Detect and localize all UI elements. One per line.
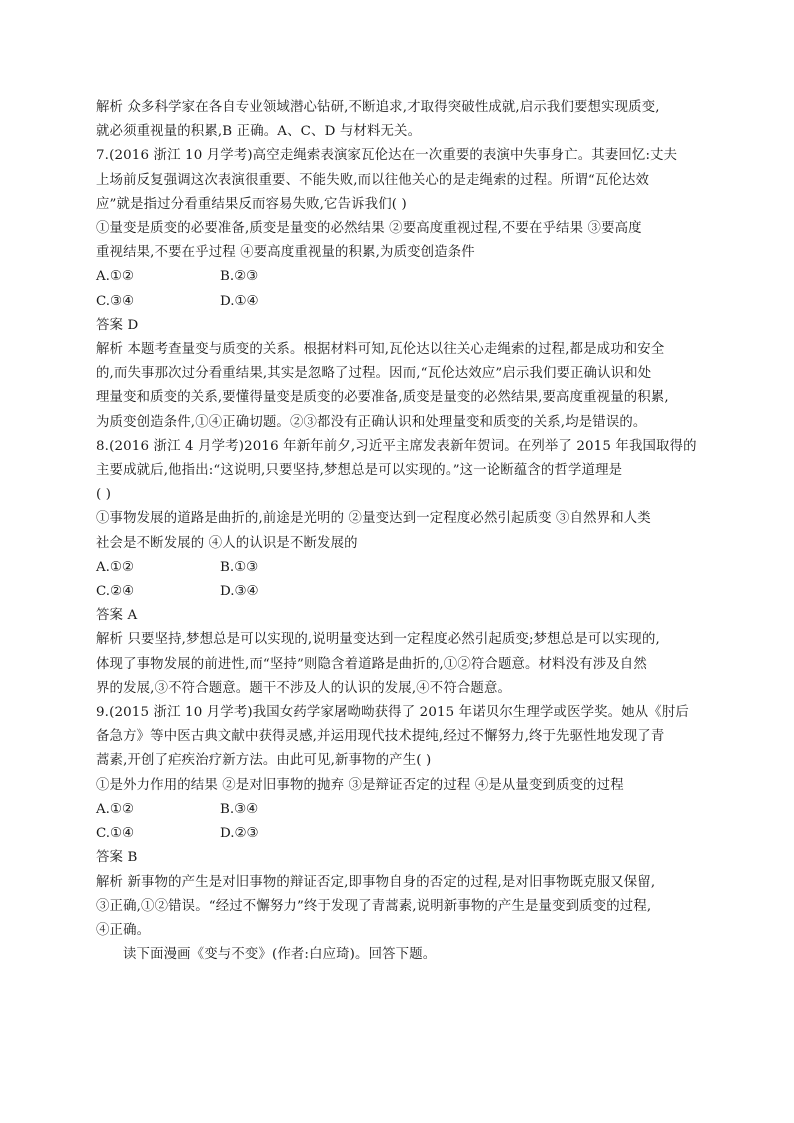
question-stem-line: 上场前反复强调这次表演很重要、不能失败,而以往他关心的是走绳索的过程。所谓“瓦伦达效 [96,172,650,188]
option-a: A.①② [96,269,134,285]
analysis-line: ③正确,①②错误。“经过不懈努力”终于发现了青蒿素,说明新事物的产生是量变到质变的过程, [96,898,652,914]
option-d: D.②③ [220,826,259,842]
question-stem-line: 7.(2016 浙江 10 月学考)高空走绳索表演家瓦伦达在一次重要的表演中失事身亡。其妻回忆:丈夫 [96,148,678,164]
question-stem-line: 备急方》等中医古典文献中获得灵感,并运用现代技术提纯,经过不懈努力,终于先驱性地发现了青 [96,729,665,745]
options-row [96,290,700,314]
answer-line: 答案 D [96,317,139,333]
option-d: D.①④ [220,293,259,309]
options-row [96,822,700,846]
answer-line: 答案 B [96,850,138,866]
analysis-line: 解析 只要坚持,梦想总是可以实现的,说明量变达到一定程度必然引起质变;梦想总是可以实现的, [96,632,660,648]
option-a: A.①② [96,559,134,575]
answer-line: 答案 A [96,608,138,624]
option-c: C.③④ [96,293,135,309]
options-row [96,580,700,604]
option-a: A.①② [96,801,134,817]
document-page [96,96,700,967]
analysis-line: 就必须重视量的积累,B 正确。A、C、D 与材料无关。 [96,124,422,140]
analysis-line: 解析 新事物的产生是对旧事物的辩证否定,即事物自身的否定的过程,是对旧事物既克服又保留, [96,874,656,890]
question-stem-line: 主要成就后,他指出:“这说明,只要坚持,梦想总是可以实现的。”这一论断蕴含的哲学道理是 [96,463,623,479]
statement-line: ①是外力作用的结果 ②是对旧事物的抛弃 ③是辩证否定的过程 ④是从量变到质变的过程 [96,777,624,793]
analysis-line: 为质变创造条件,①④正确切题。②③都没有正确认识和处理量变和质变的关系,均是错误的。 [96,414,647,430]
option-b: B.①③ [220,559,259,575]
question-stem-line: 蒿素,开创了疟疾治疗新方法。由此可见,新事物的产生( ) [96,753,432,769]
analysis-line: 解析 本题考查量变与质变的关系。根据材料可知,瓦伦达以往关心走绳索的过程,都是成功和安全 [96,342,665,358]
options-row [96,556,700,580]
statement-line: 社会是不断发展的 ④人的认识是不断发展的 [96,535,358,551]
analysis-line: 的,而失事那次过分看重结果,其实是忽略了过程。因而,“瓦伦达效应”启示我们要正确认识和处 [96,366,652,382]
statement-line: 重视结果,不要在乎过程 ④要高度重视量的积累,为质变创造条件 [96,245,475,261]
analysis-line: 解析 众多科学家在各自专业领域潜心钻研,不断追求,才取得突破性成就,启示我们要想实现质变, [96,100,660,115]
option-d: D.③④ [220,584,259,600]
analysis-line: 体现了事物发展的前进性,而“坚持”则隐含着道路是曲折的,①②符合题意。材料没有涉及自然 [96,656,647,672]
question-8 [96,435,700,701]
option-c: C.②④ [96,584,135,600]
question-7 [96,144,700,434]
statement-line: ①事物发展的道路是曲折的,前途是光明的 ②量变达到一定程度必然引起质变 ③自然界和人类 [96,511,651,527]
option-c: C.①④ [96,826,135,842]
previous-question-analysis [96,96,700,144]
option-b: B.③④ [220,801,259,817]
analysis-line: 界的发展,③不符合题意。题干不涉及人的认识的发展,④不符合题意。 [96,680,512,696]
question-9 [96,701,700,943]
options-row [96,798,700,822]
statement-line: ①量变是质变的必要准备,质变是量变的必然结果 ②要高度重视过程,不要在乎结果 ③要高度 [96,221,642,237]
analysis-line: 理量变和质变的关系,要懂得量变是质变的必要准备,质变是量变的必然结果,要高度重视量的积累, [96,390,669,406]
analysis-line: ④正确。 [96,922,151,938]
reading-instruction: 读下面漫画《变与不变》(作者:白应琦)。回答下题。 [123,947,437,963]
question-stem-line: 8.(2016 浙江 4 月学考)2016 年新年前夕,习近平主席发表新年贺词。在列举了 2015 年我国取得的 [96,438,697,454]
question-stem-line: 应”就是指过分看重结果反而容易失败,它告诉我们( ) [96,196,407,212]
question-stem-line: 9.(2015 浙江 10 月学考)我国女药学家屠呦呦获得了 2015 年诺贝尔生理学或医学奖。她从《肘后 [96,705,689,721]
option-b: B.②③ [220,269,259,285]
question-stem-line: ( ) [96,487,112,503]
options-row [96,265,700,289]
